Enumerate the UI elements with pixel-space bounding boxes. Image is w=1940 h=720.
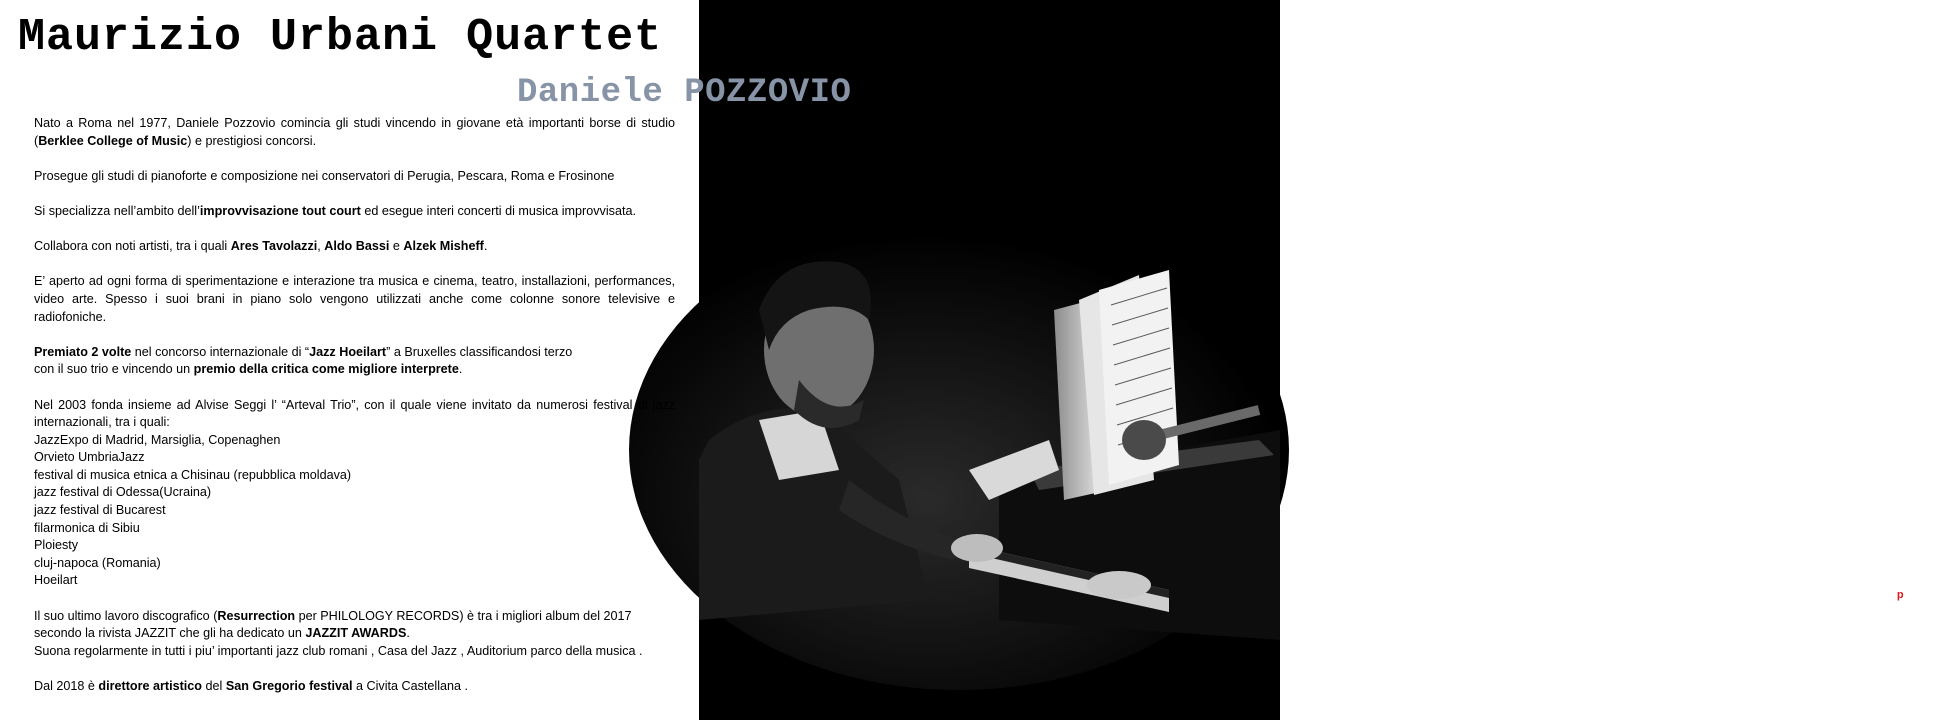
bio-paragraph-education: Nato a Roma nel 1977, Daniele Pozzovio comincia gli studi vincendo in giovane età importanti borse di studio (Berklee College of Music) e prestigiosi concorsi.: [34, 116, 675, 148]
festival-item: JazzExpo di Madrid, Marsiglia, Copenaghen: [34, 432, 281, 447]
page-title: Maurizio Urbani Quartet: [18, 12, 663, 63]
festival-item: cluj-napoca (Romania): [34, 555, 161, 570]
photographer-credit: [1857, 589, 1940, 608]
bio-paragraph-director: Dal 2018 è direttore artistico del San Gregorio festival a Civita Castellana .: [34, 679, 468, 693]
festival-item: jazz festival di Bucarest: [34, 503, 166, 518]
bio-paragraph-experimentation: E’ aperto ad ogni forma di sperimentazione e interazione tra musica e cinema, teatro, installazioni, performances, video arte. Spesso i suoi brani in piano solo vengono utilizzati anche come colonne sonore televisive e radiofoniche.: [34, 274, 675, 324]
bio-paragraph-festivals: [34, 397, 675, 591]
artist-name: Daniele POZZOVIO: [517, 74, 852, 112]
photographer-name: robertopanucci: [1857, 589, 1940, 601]
bio-paragraph-awards: Premiato 2 volte nel concorso internazionale di “Jazz Hoeilart” a Bruxelles classificandosi terzo con il suo trio e vincendo un premio della critica come migliore interprete.: [34, 344, 573, 377]
festival-item: Orvieto UmbriaJazz: [34, 450, 145, 465]
biography: [34, 115, 675, 713]
bio-paragraph-discography: Il suo ultimo lavoro discografico (Resurrection per PHILOLOGY RECORDS) è tra i migliori album del 2017 secondo la rivista JAZZIT che gli ha dedicato un JAZZIT AWARDS. Suona regolarmente in tutti i piu’ importanti jazz club romani , Casa del Jazz , Auditorium parco della musica .: [34, 608, 643, 658]
festival-item: jazz festival di Odessa(Ucraina): [34, 485, 212, 500]
bio-paragraph-improvisation: Si specializza nell’ambito dell’improvvisazione tout court ed esegue interi concerti di musica improvvisata.: [34, 203, 636, 218]
bio-paragraph-collaborations: Collabora con noti artisti, tra i quali Ares Tavolazzi, Aldo Bassi e Alzek Misheff.: [34, 239, 488, 254]
festival-item: Ploiesty: [34, 538, 79, 553]
festival-item: festival di musica etnica a Chisinau (repubblica moldava): [34, 467, 352, 482]
festival-item: Hoeilart: [34, 573, 78, 588]
photographer-role: photographer: [1857, 599, 1924, 608]
festival-item: filarmonica di Sibiu: [34, 520, 140, 535]
bio-paragraph-studies: Prosegue gli studi di pianoforte e composizione nei conservatori di Perugia, Pescara, Roma e Frosinone: [34, 168, 615, 183]
festivals-intro: Nel 2003 fonda insieme ad Alvise Seggi l’ “Arteval Trio”, con il quale viene invitato da numerosi festival di jazz internazionali, tra i quali:: [34, 397, 675, 430]
